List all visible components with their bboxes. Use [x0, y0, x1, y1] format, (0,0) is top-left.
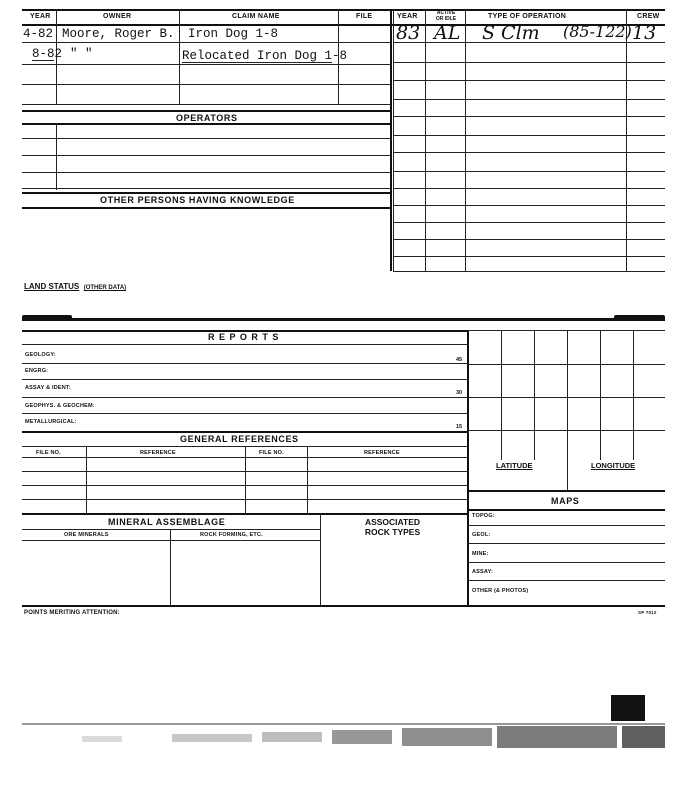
handwritten-operation: S Clm: [482, 22, 540, 44]
land-status-subtitle: (OTHER DATA): [83, 285, 127, 291]
entry-2-year: 8-82: [32, 47, 63, 61]
other-persons-title: OTHER PERSONS HAVING KNOWLEDGE: [100, 195, 295, 205]
entry-1-owner: Moore, Roger B.: [62, 27, 175, 41]
operators-title: OPERATORS: [176, 113, 238, 123]
report-metallurgical: METALLURGICAL:: [25, 419, 77, 425]
ref-reference-1: REFERENCE: [140, 450, 176, 456]
ref-file-no-2: FILE NO.: [259, 450, 284, 456]
header-active-line2: OR IDLE: [435, 16, 457, 22]
section-divider-bar: [22, 318, 665, 321]
header-owner: OWNER: [103, 13, 132, 20]
land-status-label: [24, 276, 126, 294]
header-year-2: YEAR: [397, 13, 418, 20]
land-status-title: LAND STATUS: [24, 282, 80, 291]
report-geophys: GEOPHYS. & GEOCHEM:: [25, 403, 95, 409]
maps-geol: GEOL:: [472, 532, 491, 538]
header-year: YEAR: [30, 13, 51, 20]
left-tab-mark: [22, 315, 72, 320]
handwritten-range: (85-122): [563, 22, 632, 41]
right-tab-mark: [614, 315, 665, 320]
header-claim-name: CLAIM NAME: [232, 13, 280, 20]
form-number: SP 7012: [638, 610, 657, 615]
mineral-assemblage-title: MINERAL ASSEMBLAGE: [108, 517, 226, 527]
entry-1-year: 4-82: [23, 27, 54, 41]
report-metallurgical-num: 15: [456, 424, 463, 430]
associated-rock-types: [355, 517, 430, 537]
points-meriting-attention: POINTS MERITING ATTENTION:: [24, 610, 120, 616]
report-assay-num: 30: [456, 390, 463, 396]
entry-1-claim: Iron Dog 1-8: [188, 27, 279, 41]
header-crew: CREW: [637, 13, 660, 20]
header-active-line1: ACTIVE: [436, 10, 456, 16]
longitude-label: LONGITUDE: [591, 461, 636, 470]
maps-assay: ASSAY:: [472, 569, 494, 575]
header-active-or-idle: [430, 10, 462, 22]
entry-2-claim: Relocated Iron Dog 1-8: [182, 49, 348, 63]
reports-title: R E P O R T S: [208, 332, 280, 342]
latitude-label: LATITUDE: [496, 461, 533, 470]
report-geology-num: 45: [456, 357, 463, 363]
rock-forming-header: ROCK FORMING, ETC.: [200, 532, 263, 538]
scan-artifact-strip: [22, 720, 665, 760]
ore-minerals-header: ORE MINERALS: [64, 532, 109, 538]
maps-topog: TOPOG:: [472, 513, 495, 519]
ref-file-no-1: FILE NO.: [36, 450, 61, 456]
associated-line2: ROCK TYPES: [364, 527, 421, 537]
header-type-of-operation: TYPE OF OPERATION: [488, 13, 567, 20]
general-references-title: GENERAL REFERENCES: [180, 434, 299, 444]
maps-title: MAPS: [551, 496, 580, 506]
entry-2-owner: " ": [70, 47, 93, 61]
report-engrg: ENGRG:: [25, 368, 49, 374]
report-geology: GEOLOGY:: [25, 352, 56, 358]
handwritten-year: 83: [396, 22, 421, 44]
maps-mine: MINE:: [472, 551, 489, 557]
report-assay: ASSAY & IDENT:: [25, 385, 71, 391]
ref-reference-2: REFERENCE: [364, 450, 400, 456]
scan-black-block: [611, 695, 645, 721]
header-file: FILE: [356, 13, 373, 20]
handwritten-status: AL: [434, 22, 461, 44]
handwritten-crew: 13: [632, 22, 657, 44]
maps-other: OTHER (& PHOTOS): [472, 588, 529, 594]
associated-line1: ASSOCIATED: [364, 517, 421, 527]
